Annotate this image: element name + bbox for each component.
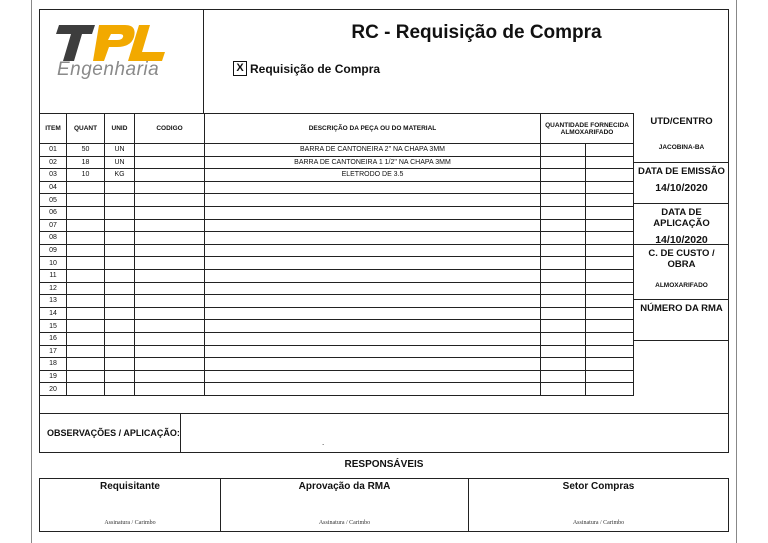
cell-unid[interactable] — [105, 219, 135, 232]
cell-qtd-fornecida-b[interactable] — [586, 244, 634, 257]
cell-item: 04 — [40, 181, 67, 194]
cell-qtd-fornecida-b[interactable] — [586, 295, 634, 308]
table-row — [40, 181, 634, 194]
emissao-cell — [634, 163, 729, 204]
logo-subtitle: Engenharia — [57, 59, 160, 80]
cell-qtd-fornecida-a[interactable] — [541, 282, 586, 295]
table-row — [40, 219, 634, 232]
sig-requisitante-foot: Assinatura / Carimbo — [104, 520, 156, 526]
emissao-label: DATA DE EMISSÃO — [638, 166, 725, 177]
cell-item: 19 — [40, 370, 67, 383]
cell-descricao[interactable] — [205, 320, 541, 333]
col-codigo-header: CODIGO — [135, 114, 205, 144]
cell-descricao[interactable] — [205, 332, 541, 345]
cell-quant[interactable] — [67, 307, 105, 320]
cell-unid[interactable] — [105, 181, 135, 194]
cell-codigo[interactable] — [135, 206, 205, 219]
items-table — [39, 113, 634, 396]
cell-codigo[interactable] — [135, 244, 205, 257]
tpl-logo-mark — [53, 23, 183, 63]
cell-descricao[interactable] — [205, 232, 541, 245]
cell-unid[interactable] — [105, 257, 135, 270]
cell-quant[interactable] — [67, 194, 105, 207]
cell-item: 13 — [40, 295, 67, 308]
cell-item: 20 — [40, 383, 67, 396]
observacoes-label: OBSERVAÇÕES / APLICAÇÃO: — [39, 414, 181, 453]
cell-codigo[interactable] — [135, 295, 205, 308]
cell-qtd-fornecida-a[interactable] — [541, 320, 586, 333]
table-row — [40, 332, 634, 345]
col-item-header: ITEM — [40, 114, 67, 144]
cell-descricao[interactable] — [205, 345, 541, 358]
aplicacao-label: DATA DE APLICAÇÃO — [653, 207, 710, 229]
col-qtd-fornecida-header: QUANTIDADE FORNECIDA ALMOXARIFADO — [541, 114, 634, 144]
table-row — [40, 320, 634, 333]
cell-unid[interactable] — [105, 295, 135, 308]
cell-qtd-fornecida-a[interactable] — [541, 144, 586, 157]
sig-aprovacao-label: Aprovação da RMA — [298, 481, 391, 492]
cell-qtd-fornecida-a[interactable] — [541, 181, 586, 194]
cell-unid[interactable]: KG — [105, 169, 135, 182]
table-header-row — [40, 114, 634, 144]
cell-descricao[interactable] — [205, 358, 541, 371]
checkbox-label: Requisição de Compra — [250, 61, 381, 76]
cell-qtd-fornecida-a[interactable] — [541, 295, 586, 308]
sig-compras-foot: Assinatura / Carimbo — [572, 520, 625, 526]
cell-quant[interactable] — [67, 332, 105, 345]
requisicao-checkbox-row[interactable] — [233, 61, 380, 76]
cell-qtd-fornecida-a[interactable] — [541, 206, 586, 219]
utd-cell — [634, 113, 729, 163]
cell-unid[interactable] — [105, 206, 135, 219]
page-title: RC - Requisição de Compra — [351, 22, 602, 43]
cell-qtd-fornecida-b[interactable] — [586, 169, 634, 182]
cell-item: 10 — [40, 257, 67, 270]
cell-qtd-fornecida-b[interactable] — [586, 370, 634, 383]
cell-qtd-fornecida-b[interactable] — [586, 320, 634, 333]
table-row — [40, 383, 634, 396]
cell-codigo[interactable] — [135, 320, 205, 333]
table-row — [40, 358, 634, 371]
cell-descricao[interactable]: BARRA DE CANTONEIRA 1 1/2" NA CHAPA 3MM — [205, 156, 541, 169]
col-unid-header: UNID — [105, 114, 135, 144]
cell-qtd-fornecida-b[interactable] — [586, 144, 634, 157]
utd-value: JACOBINA-BA — [658, 144, 705, 151]
utd-label: UTD/CENTRO — [650, 116, 713, 127]
cell-unid[interactable] — [105, 370, 135, 383]
cell-qtd-fornecida-b[interactable] — [586, 307, 634, 320]
cell-qtd-fornecida-b[interactable] — [586, 269, 634, 282]
cell-codigo[interactable] — [135, 332, 205, 345]
cell-descricao[interactable] — [205, 257, 541, 270]
table-row — [40, 232, 634, 245]
cell-item: 16 — [40, 332, 67, 345]
cell-qtd-fornecida-a[interactable] — [541, 307, 586, 320]
sig-requisitante-label: Requisitante — [99, 481, 160, 492]
table-row — [40, 206, 634, 219]
table-row — [40, 295, 634, 308]
cell-qtd-fornecida-b[interactable] — [586, 181, 634, 194]
cell-quant[interactable] — [67, 206, 105, 219]
rma-label: NÚMERO DA RMA — [640, 303, 723, 314]
signature-table — [39, 478, 729, 532]
cell-codigo[interactable] — [135, 144, 205, 157]
cell-item: 02 — [40, 156, 67, 169]
cell-qtd-fornecida-a[interactable] — [541, 156, 586, 169]
table-row — [40, 370, 634, 383]
cell-quant[interactable]: 18 — [67, 156, 105, 169]
cell-quant[interactable]: 10 — [67, 169, 105, 182]
side-panel — [633, 113, 729, 341]
cell-qtd-fornecida-b[interactable] — [586, 194, 634, 207]
cell-qtd-fornecida-b[interactable] — [586, 282, 634, 295]
cell-qtd-fornecida-a[interactable] — [541, 257, 586, 270]
cell-item: 12 — [40, 282, 67, 295]
cell-item: 08 — [40, 232, 67, 245]
cell-item: 05 — [40, 194, 67, 207]
cell-descricao[interactable] — [205, 181, 541, 194]
cell-quant[interactable] — [67, 257, 105, 270]
cell-item: 17 — [40, 345, 67, 358]
cell-codigo[interactable] — [135, 181, 205, 194]
company-logo — [39, 9, 204, 113]
cell-quant[interactable] — [67, 232, 105, 245]
cell-item: 09 — [40, 244, 67, 257]
cell-unid[interactable]: UN — [105, 144, 135, 157]
cell-descricao[interactable] — [205, 370, 541, 383]
cell-qtd-fornecida-b[interactable] — [586, 232, 634, 245]
cell-quant[interactable]: 50 — [67, 144, 105, 157]
cell-qtd-fornecida-a[interactable] — [541, 219, 586, 232]
cell-item: 07 — [40, 219, 67, 232]
table-row — [40, 282, 634, 295]
observacoes-section — [39, 413, 729, 453]
cell-qtd-fornecida-a[interactable] — [541, 169, 586, 182]
cell-quant[interactable] — [67, 282, 105, 295]
observacoes-value[interactable]: . — [322, 438, 325, 447]
table-row — [40, 144, 634, 157]
cell-qtd-fornecida-a[interactable] — [541, 332, 586, 345]
sig-aprovacao-foot: Assinatura / Carimbo — [318, 520, 371, 526]
table-row — [40, 156, 634, 169]
sig-requisitante[interactable] — [40, 479, 221, 531]
cell-descricao[interactable] — [205, 383, 541, 396]
cell-descricao[interactable] — [205, 307, 541, 320]
cell-unid[interactable] — [105, 232, 135, 245]
cell-qtd-fornecida-a[interactable] — [541, 244, 586, 257]
cell-descricao[interactable] — [205, 219, 541, 232]
cell-qtd-fornecida-a[interactable] — [541, 194, 586, 207]
cell-quant[interactable] — [67, 345, 105, 358]
cell-qtd-fornecida-a[interactable] — [541, 345, 586, 358]
cell-descricao[interactable] — [205, 194, 541, 207]
cell-item: 01 — [40, 144, 67, 157]
cell-codigo[interactable] — [135, 370, 205, 383]
sig-compras[interactable] — [469, 479, 728, 531]
col-descricao-header: DESCRIÇÃO DA PEÇA OU DO MATERIAL — [205, 114, 541, 144]
cell-unid[interactable]: UN — [105, 156, 135, 169]
cell-quant[interactable] — [67, 269, 105, 282]
cell-codigo[interactable] — [135, 194, 205, 207]
checkbox-checked[interactable]: X — [233, 61, 247, 76]
cell-codigo[interactable] — [135, 169, 205, 182]
col-quant-header: QUANT — [67, 114, 105, 144]
cell-descricao[interactable] — [205, 244, 541, 257]
cell-qtd-fornecida-b[interactable] — [586, 156, 634, 169]
cell-item: 03 — [40, 169, 67, 182]
cell-unid[interactable] — [105, 194, 135, 207]
cell-quant[interactable] — [67, 295, 105, 308]
cell-unid[interactable] — [105, 383, 135, 396]
cell-qtd-fornecida-a[interactable] — [541, 383, 586, 396]
cell-descricao[interactable] — [205, 269, 541, 282]
cell-unid[interactable] — [105, 244, 135, 257]
cell-qtd-fornecida-b[interactable] — [586, 332, 634, 345]
cell-item: 11 — [40, 269, 67, 282]
cell-codigo[interactable] — [135, 383, 205, 396]
cell-codigo[interactable] — [135, 232, 205, 245]
cell-codigo[interactable] — [135, 345, 205, 358]
cell-unid[interactable] — [105, 282, 135, 295]
cell-descricao[interactable] — [205, 206, 541, 219]
cell-item: 15 — [40, 320, 67, 333]
cell-qtd-fornecida-b[interactable] — [586, 219, 634, 232]
table-row — [40, 307, 634, 320]
cell-quant[interactable] — [67, 320, 105, 333]
cell-unid[interactable] — [105, 358, 135, 371]
cell-unid[interactable] — [105, 269, 135, 282]
aplicacao-cell — [634, 204, 729, 245]
cell-qtd-fornecida-b[interactable] — [586, 206, 634, 219]
table-row — [40, 345, 634, 358]
cell-qtd-fornecida-a[interactable] — [541, 232, 586, 245]
cell-item: 06 — [40, 206, 67, 219]
cell-qtd-fornecida-b[interactable] — [586, 383, 634, 396]
cell-item: 14 — [40, 307, 67, 320]
cell-descricao[interactable]: BARRA DE CANTONEIRA 2" NA CHAPA 3MM — [205, 144, 541, 157]
cell-descricao[interactable]: ELETRODO DE 3.5 — [205, 169, 541, 182]
table-row — [40, 244, 634, 257]
cell-unid[interactable] — [105, 320, 135, 333]
cell-quant[interactable] — [67, 370, 105, 383]
cell-qtd-fornecida-a[interactable] — [541, 358, 586, 371]
cell-descricao[interactable] — [205, 282, 541, 295]
cell-qtd-fornecida-a[interactable] — [541, 269, 586, 282]
table-row — [40, 194, 634, 207]
cell-codigo[interactable] — [135, 219, 205, 232]
cell-quant[interactable] — [67, 244, 105, 257]
responsaveis-title: RESPONSÁVEIS — [344, 459, 424, 470]
custo-label: C. DE CUSTO / OBRA — [648, 248, 715, 270]
cell-qtd-fornecida-b[interactable] — [586, 358, 634, 371]
emissao-value: 14/10/2020 — [655, 182, 708, 194]
cell-descricao[interactable] — [205, 295, 541, 308]
cell-quant[interactable] — [67, 383, 105, 396]
cell-quant[interactable] — [67, 358, 105, 371]
cell-qtd-fornecida-b[interactable] — [586, 345, 634, 358]
cell-codigo[interactable] — [135, 358, 205, 371]
cell-qtd-fornecida-a[interactable] — [541, 370, 586, 383]
sig-compras-label: Setor Compras — [562, 481, 635, 492]
sig-aprovacao[interactable] — [221, 479, 469, 531]
cell-qtd-fornecida-b[interactable] — [586, 257, 634, 270]
rma-cell — [634, 300, 729, 341]
cell-item: 18 — [40, 358, 67, 371]
cell-codigo[interactable] — [135, 156, 205, 169]
cell-codigo[interactable] — [135, 307, 205, 320]
cell-quant[interactable] — [67, 219, 105, 232]
custo-cell — [634, 245, 729, 300]
table-row — [40, 257, 634, 270]
cell-unid[interactable] — [105, 332, 135, 345]
cell-unid[interactable] — [105, 307, 135, 320]
aplicacao-value: 14/10/2020 — [655, 234, 708, 246]
cell-unid[interactable] — [105, 345, 135, 358]
custo-value: ALMOXARIFADO — [655, 282, 708, 289]
cell-codigo[interactable] — [135, 269, 205, 282]
table-row — [40, 269, 634, 282]
cell-codigo[interactable] — [135, 257, 205, 270]
cell-codigo[interactable] — [135, 282, 205, 295]
cell-quant[interactable] — [67, 181, 105, 194]
table-row — [40, 169, 634, 182]
